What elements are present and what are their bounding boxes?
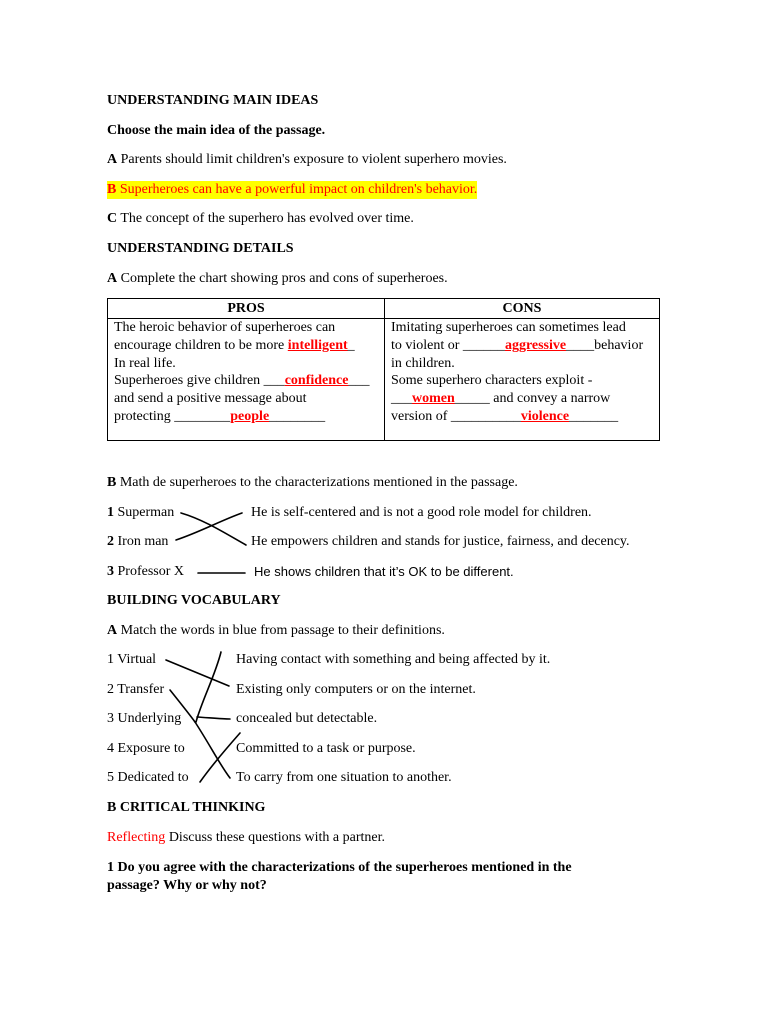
option-text: Superheroes can have a powerful impact on children's behavior.: [119, 182, 478, 197]
blank: _______: [569, 409, 619, 424]
cons-line: Some superhero characters exploit -: [391, 373, 593, 388]
cons-text: to violent or ______: [391, 338, 505, 353]
pros-line: In real life.: [114, 356, 176, 371]
prompt-text: Complete the chart showing pros and cons of superheroes.: [120, 271, 448, 286]
pros-text: Superheroes give children ___: [114, 373, 285, 388]
question-1-line2: passage? Why or why not?: [107, 878, 267, 893]
blank: ________: [269, 409, 326, 424]
match-line-iron-man: [176, 513, 242, 540]
vocab-definition: Committed to a task or purpose.: [236, 741, 416, 756]
section-letter: A: [107, 271, 118, 286]
main-ideas-heading: UNDERSTANDING MAIN IDEAS: [107, 93, 319, 108]
cons-header: CONS: [502, 301, 542, 316]
vocab-word: 1 Virtual: [107, 652, 157, 667]
prompt-text: Match the words in blue from passage to their definitions.: [120, 623, 445, 638]
answer-women: women: [412, 391, 455, 406]
blank: ___: [348, 373, 370, 388]
vocab-word: 2 Transfer: [107, 682, 165, 697]
match-line-superman: [181, 513, 246, 545]
option-letter: C: [107, 211, 118, 226]
vocab-word: 5 Dedicated to: [107, 770, 189, 785]
item-label: Professor X: [117, 564, 184, 579]
pros-line: The heroic behavior of superheroes can: [114, 320, 336, 335]
question-1-line1: 1 Do you agree with the characterizations of the superheroes mentioned in the: [107, 860, 572, 875]
vocabulary-heading: BUILDING VOCABULARY: [107, 593, 281, 608]
pros-text: encourage children to be more: [114, 338, 288, 353]
vocab-definition: Having contact with something and being affected by it.: [236, 652, 551, 667]
match-right-item: He is self-centered and is not a good role model for children.: [251, 505, 592, 520]
match-right-item: He shows children that it’s OK to be different.: [254, 564, 514, 579]
match-line-virtual: [166, 660, 229, 686]
vocab-definition: To carry from one situation to another.: [236, 770, 452, 785]
details-heading: UNDERSTANDING DETAILS: [107, 241, 294, 256]
section-letter: B: [107, 475, 117, 490]
blank: _: [347, 338, 355, 353]
cons-text: ____behavior: [566, 338, 644, 353]
match-line-transfer-upper: [170, 690, 195, 722]
section-letter: A: [107, 623, 118, 638]
answer-intelligent: intelligent: [287, 338, 348, 353]
vocab-word: 4 Exposure to: [107, 741, 185, 756]
pros-line: and send a positive message about: [114, 391, 307, 406]
main-ideas-prompt: Choose the main idea of the passage.: [107, 123, 326, 138]
match-line-exposure: [196, 652, 221, 722]
vocab-word: 3 Underlying: [107, 711, 182, 726]
pros-header: PROS: [227, 301, 265, 316]
pros-text: protecting ________: [114, 409, 231, 424]
reflecting-text: Discuss these questions with a partner.: [165, 830, 385, 845]
cons-text: version of __________: [391, 409, 521, 424]
item-number: 1: [107, 505, 114, 520]
cons-line: in children.: [391, 356, 455, 371]
answer-confidence: confidence: [284, 373, 349, 388]
match-line-underlying: [197, 717, 230, 719]
option-text: Parents should limit children's exposure to violent superhero movies.: [120, 152, 507, 167]
option-text: The concept of the superhero has evolved over time.: [120, 211, 414, 226]
answer-aggressive: aggressive: [504, 338, 567, 353]
critical-thinking-heading: B CRITICAL THINKING: [107, 800, 266, 815]
cons-text: _____ and convey a narrow: [454, 391, 611, 406]
option-letter: B: [107, 182, 117, 197]
answer-violence: violence: [520, 409, 570, 424]
answer-people: people: [230, 409, 270, 424]
blank: ___: [391, 391, 412, 406]
item-number: 3: [107, 564, 114, 579]
cons-line: Imitating superheroes can sometimes lead: [391, 320, 626, 335]
match-right-item: He empowers children and stands for justice, fairness, and decency.: [251, 534, 630, 549]
item-label: Iron man: [117, 534, 169, 549]
item-label: Superman: [117, 505, 175, 520]
vocab-definition: Existing only computers or on the internet.: [236, 682, 476, 697]
option-letter: A: [107, 152, 118, 167]
vocab-definition: concealed but detectable.: [236, 711, 378, 726]
reflecting-label: Reflecting: [107, 830, 166, 845]
item-number: 2: [107, 534, 114, 549]
prompt-text: Math de superheroes to the characterizations mentioned in the passage.: [119, 475, 518, 490]
